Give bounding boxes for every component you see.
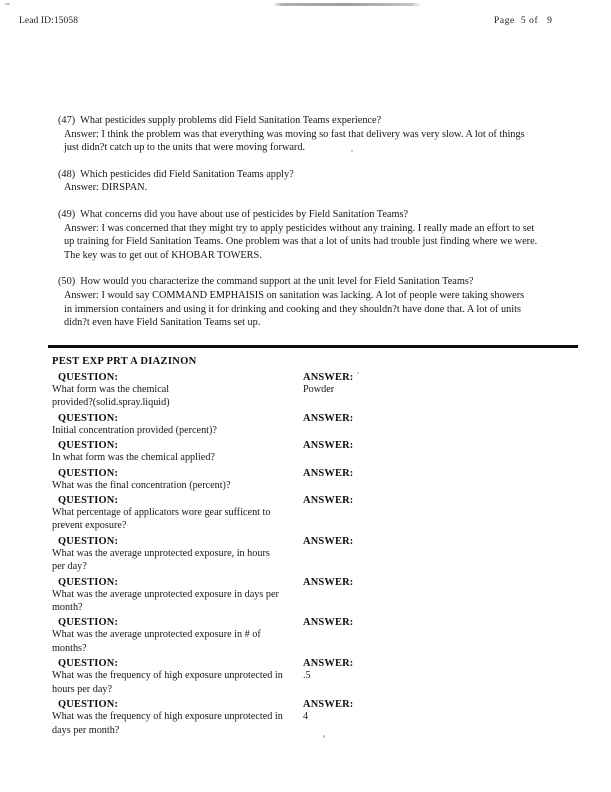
pest-answer-value <box>303 451 553 464</box>
pest-question-text <box>52 506 302 533</box>
lead-id-label: Lead ID:15058 <box>19 16 79 26</box>
question-label: QUESTION: <box>58 495 119 507</box>
pest-question-text <box>52 383 302 410</box>
pest-answer-cell <box>303 468 553 492</box>
section-divider-rule <box>48 345 578 348</box>
interview-item <box>58 208 566 262</box>
pest-section-title: PEST EXP PRT A DIAZINON <box>52 356 197 367</box>
question-label: QUESTION: <box>58 617 119 629</box>
question-label: QUESTION: <box>58 699 119 711</box>
pest-table-row <box>52 495 572 533</box>
pest-question-cell <box>52 468 302 492</box>
pest-question-text <box>52 479 302 492</box>
pest-question-text <box>52 669 302 696</box>
question-label: QUESTION: <box>58 412 119 424</box>
pest-question-line: What was the average unprotected exposure in days per <box>52 588 279 600</box>
answer-label: ANSWER: <box>303 412 354 424</box>
pest-question-line: What form was the chemical <box>52 384 170 395</box>
pest-question-text <box>52 451 302 464</box>
answer-label: ANSWER: <box>303 576 354 588</box>
pest-table-row <box>52 536 572 574</box>
pest-question-cell <box>52 699 302 737</box>
pest-question-line: Initial concentration provided (percent)? <box>52 424 217 436</box>
interview-answer-line: Answer: I would say COMMAND EMPHAISIS on sanitation was lacking. A lot of people were taking showers <box>64 289 525 301</box>
interview-answer <box>58 222 566 263</box>
interview-question: (49) What concerns did you have about use of pesticides by Field Sanitation Teams? <box>58 208 409 220</box>
answer-label: ANSWER: <box>303 467 354 479</box>
pest-answer-value: 4 <box>303 711 309 723</box>
pest-answer-cell <box>303 536 553 560</box>
pest-answer-value <box>303 424 553 437</box>
interview-answer-line: didn?t even have Field Sanitation Teams set up. <box>64 317 261 329</box>
pest-question-text <box>52 710 302 737</box>
pest-table-row <box>52 658 572 696</box>
pest-question-cell <box>52 440 302 464</box>
pest-table-row <box>52 468 572 492</box>
pest-question-text <box>52 547 302 574</box>
question-label: QUESTION: <box>58 440 119 452</box>
pest-question-line: per day? <box>52 561 87 573</box>
scan-artifact-speck <box>5 3 10 5</box>
answer-label: ANSWER: <box>303 535 354 547</box>
pest-question-text <box>52 424 302 437</box>
interview-answer-line: Answer: I was concerned that they might try to apply pesticides without any training. I really made an effort to set <box>64 222 535 234</box>
question-label: QUESTION: <box>58 467 119 479</box>
pest-question-cell <box>52 617 302 655</box>
pest-table-row <box>52 413 572 437</box>
interview-item <box>58 275 566 329</box>
question-label: QUESTION: <box>58 576 119 588</box>
question-label: QUESTION: <box>58 372 119 383</box>
page-indicator: Page 5 of 9 <box>494 16 553 26</box>
interview-answer <box>58 181 566 195</box>
pest-question-line: In what form was the chemical applied? <box>52 452 215 464</box>
pest-exposure-section <box>52 356 572 740</box>
question-label: QUESTION: <box>58 658 119 670</box>
pest-question-line: provided?(solid.spray.liquid) <box>52 397 170 409</box>
pest-table-row <box>52 699 572 737</box>
pest-question-text <box>52 588 302 615</box>
pest-question-line: month? <box>52 602 83 614</box>
interview-answer-line: in immersion containers and using it for drinking and cooking and they shouldn?t have done that. A lot of units <box>64 303 521 315</box>
pest-answer-cell <box>303 617 553 641</box>
pest-answer-cell <box>303 495 553 519</box>
answer-label: ANSWER: <box>303 495 354 507</box>
pest-question-cell <box>52 413 302 437</box>
pest-question-cell <box>52 577 302 615</box>
pest-question-line: What percentage of applicators wore gear sufficent to <box>52 507 271 519</box>
pest-question-line: months? <box>52 642 87 654</box>
interview-item <box>58 114 566 155</box>
pest-answer-value <box>303 479 553 492</box>
pest-question-line: prevent exposure? <box>52 520 127 532</box>
pest-answer-cell <box>303 440 553 464</box>
scan-artifact-streak <box>273 3 421 6</box>
interview-answer <box>58 289 566 330</box>
pest-answer-value: Powder <box>303 384 335 395</box>
pest-answer-cell <box>303 658 553 682</box>
answer-label: ANSWER: <box>303 617 354 629</box>
answer-label: ANSWER: <box>303 658 354 670</box>
pest-question-line: What was the frequency of high exposure unprotected in <box>52 670 283 682</box>
pest-table-row <box>52 617 572 655</box>
pest-answer-value <box>303 628 553 641</box>
pest-answer-cell <box>303 372 553 396</box>
pest-question-text <box>52 628 302 655</box>
pest-question-line: What was the average unprotected exposure in # of <box>52 629 261 641</box>
question-label: QUESTION: <box>58 535 119 547</box>
pest-question-line: What was the average unprotected exposure, in hours <box>52 547 270 559</box>
pest-answer-cell <box>303 699 553 723</box>
answer-label: ANSWER: <box>303 440 354 452</box>
pest-table-row <box>52 372 572 410</box>
pest-answer-cell <box>303 413 553 437</box>
interview-answer-line: The key was to get out of KHOBAR TOWERS. <box>64 249 262 261</box>
pest-answer-value <box>303 588 553 601</box>
pest-question-line: hours per day? <box>52 683 112 695</box>
pest-table-row <box>52 440 572 464</box>
answer-label: ANSWER: <box>303 372 354 383</box>
pest-answer-value <box>303 547 553 560</box>
interview-question: (48) Which pesticides did Field Sanitation Teams apply? <box>58 168 294 180</box>
interview-answer-line: just didn?t catch up to the units that were moving forward. <box>64 142 306 154</box>
pest-question-cell <box>52 536 302 574</box>
interview-answer <box>58 128 566 155</box>
pest-question-line: What was the frequency of high exposure unprotected in <box>52 711 283 723</box>
interview-item <box>58 168 566 195</box>
pest-table-row <box>52 577 572 615</box>
pest-qa-table <box>52 372 572 737</box>
pest-answer-value <box>303 506 553 519</box>
pest-answer-value: .5 <box>303 670 311 682</box>
pest-question-line: days per month? <box>52 724 120 736</box>
pest-question-cell <box>52 372 302 410</box>
pest-answer-cell <box>303 577 553 601</box>
answer-label: ANSWER: <box>303 699 354 711</box>
pest-question-cell <box>52 495 302 533</box>
interview-question-list <box>58 114 566 343</box>
interview-answer-line: up training for Field Sanitation Teams. One problem was that a lot of units had trouble just finding where we were. <box>64 236 538 248</box>
interview-answer-line: Answer: DIRSPAN. <box>64 182 148 194</box>
pest-question-cell <box>52 658 302 696</box>
interview-question: (47) What pesticides supply problems did Field Sanitation Teams experience? <box>58 115 382 126</box>
interview-question: (50) How would you characterize the command support at the unit level for Field Sanitation Teams? <box>58 276 474 288</box>
pest-question-line: What was the final concentration (percent)? <box>52 479 231 491</box>
interview-answer-line: Answer: I think the problem was that everything was moving so fast that delivery was very slow. A lot of things <box>64 128 525 140</box>
